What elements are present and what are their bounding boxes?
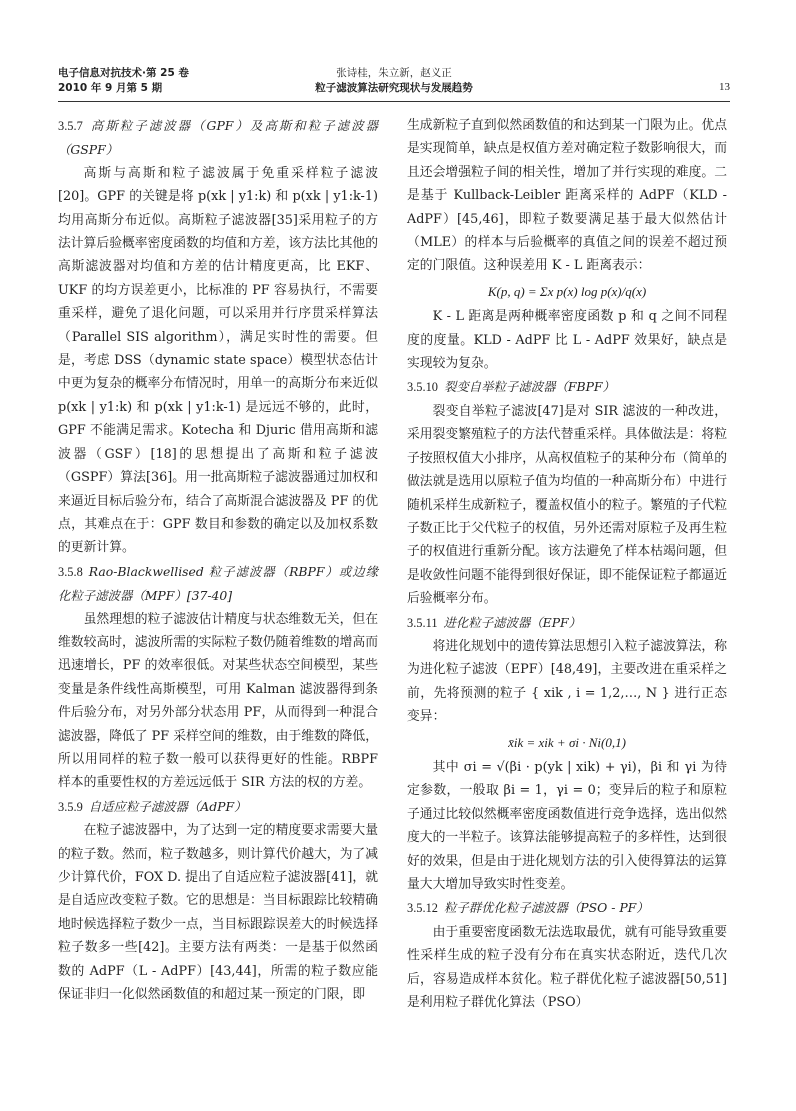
section-heading (407, 611, 727, 635)
section-title: 粒子群优化粒子滤波器（PSO - PF） (443, 900, 649, 916)
running-header (58, 66, 730, 100)
section-title: 进化粒子滤波器（EPF） (443, 614, 582, 630)
section-heading (58, 560, 378, 608)
authors: 张诗桂，朱立新，赵义正 (336, 67, 452, 79)
body-paragraph: 在粒子滤波器中，为了达到一定的精度要求需要大量的粒子数。然而，粒子数越多，则计算代价越大，为了减少计算代价，FOX D. 提出了自适应粒子滤波器[41]，就是自适应改变粒子数。它的思想是：当目标跟踪比较精确地时候选择粒子数少一点，当目标跟踪误差大的时候选择粒子数多一些[42]。主要方法有两类：一是基于似然函数的 AdPF（L - AdPF）[43,44]，所需的粒子数应能保证非归一化似然函数值的和超过某一预定的门限，即 (58, 823, 378, 1003)
section-number: 3.5.9 (58, 799, 83, 814)
section-heading (58, 114, 378, 162)
body-paragraph: 虽然理想的粒子滤波估计精度与状态维数无关，但在维数较高时，滤波所需的实际粒子数仍随着维数的增高而迅速增长，PF 的效率很低。对某些状态空间模型，某些变量是条件线性高斯模型，可用 Kalman 滤波器得到条件后验分布，对另外部分状态用 PF，从而得到一种混合滤波器，降低了 PF 采样空间的维数，由于维数的降低，所以用同样的粒子数一般可以获得更好的性能。RBPF 样本的重要性权的方差远远低于 SIR 方法的权的方差。 (58, 611, 378, 791)
section-number: 3.5.7 (58, 119, 83, 133)
body-paragraph: K - L 距离是两种概率密度函数 p 和 q 之间不同程度的度量。KLD - AdPF 比 L - AdPF 效果好，缺点是实现较为复杂。 (407, 309, 727, 372)
section-title: Rao-Blackwellised 粒子滤波器（RBPF）或边缘化粒子滤波器（MPF）[37-40] (58, 563, 378, 604)
section-title: 自适应粒子滤波器（AdPF） (88, 798, 247, 814)
header-rule (58, 101, 730, 102)
body-paragraph: 生成新粒子直到似然函数值的和达到某一门限为止。优点是实现简单，缺点是权值方差对确定粒子数影响很大，而且还会增强粒子间的相关性，增加了并行实现的难度。二是基于 Kullback-Leibler 距离采样的 AdPF（KLD - AdPF）[45,46]，即粒子数要满足基于最大似然估计（MLE）的样本与后验概率的真值之间的误差不超过预定的门限值。这种误差用 K - L 距离表示： (407, 118, 727, 274)
equation: K(p, q) = Σx p(x) log p(x)/q(x) (487, 283, 647, 299)
article-info (58, 66, 730, 96)
issue-info: 2010 年 9 月第 5 期 (58, 82, 163, 94)
section-number: 3.5.10 (407, 380, 438, 395)
right-column (407, 114, 727, 1014)
body-paragraph: 裂变自举粒子滤波[47]是对 SIR 滤波的一种改进，采用裂变繁殖粒子的方法代替重采样。具体做法是：将粒子按照权值大小排序，从高权值粒子的某种分布（简单的做法就是选用以原粒子值为均值的一种高斯分布）中进行随机采样生成新粒子，覆盖权值小的粒子。繁殖的子代粒子数正比于父代粒子的权值，另外还需对原粒子及再生粒子的权值进行重新分配。该方法避免了样本枯竭问题，但是收敛性问题不能得到很好保证，即不能保证粒子都逼近后验概率分布。 (407, 403, 727, 607)
section-heading (407, 896, 727, 920)
section-number: 3.5.8 (58, 564, 83, 579)
section-number: 3.5.11 (407, 615, 438, 630)
journal-name: 电子信息对抗技术·第 25 卷 (58, 67, 189, 79)
body-paragraph: 将进化规划中的遗传算法思想引入粒子滤波算法，称为进化粒子滤波（EPF）[48,49]，主要改进在重采样之前，先将预测的粒子 { xik , i = 1,2,…, N } 进行正态变异： (407, 638, 727, 725)
page-number: 13 (719, 81, 730, 93)
section-number: 3.5.12 (407, 901, 438, 916)
section-heading (407, 375, 727, 399)
section-title: 裂变自举粒子滤波器（FBPF） (443, 379, 615, 395)
left-column (58, 114, 378, 1006)
section-heading (58, 795, 378, 819)
equation: x̄ik = xik + σi · Ni(0,1) (508, 734, 626, 750)
section-title: 高斯粒子滤波器（GPF）及高斯和粒子滤波器（GSPF） (58, 118, 378, 158)
body-paragraph: 由于重要密度函数无法选取最优，就有可能导致重要性采样生成的粒子没有分布在真实状态附近，迭代几次后，容易造成样本贫化。粒子群优化粒子滤波器[50,51]是利用粒子群优化算法（PSO） (407, 924, 727, 1011)
body-paragraph: 其中 σi = √(βi · p(yk | xik) + γi)，βi 和 γi 为待定参数，一般取 βi = 1，γi = 0；变异后的粒子和原粒子通过比较似然概率密度函数值进行竞争选择，选出似然度大的一半粒子。该算法能够提高粒子的多样性，达到很好的效果，但是由于进化规划方法的引入使得算法的运算量大大增加导致实时性变差。 (407, 759, 727, 892)
article-title: 粒子滤波算法研究现状与发展趋势 (315, 82, 473, 94)
body-paragraph: 高斯与高斯和粒子滤波属于免重采样粒子滤波[20]。GPF 的关键是将 p(xk | y1:k) 和 p(xk | y1:k-1) 均用高斯分布近似。高斯粒子滤波器[35]采用粒子的方法计算后验概率密度函数的均值和方差，该方法比其他的高斯滤波器对均值和方差的估计精度更高，比 EKF、UKF 的均方误差更小，比标准的 PF 容易执行，不需要重采样，避免了退化问题，可以采用并行序贯采样算法（Parallel SIS algorithm），满足实时性的需要。但是，考虑 DSS（dynamic state space）模型状态估计中更为复杂的概率分布情况时，用单一的高斯分布来近似 p(xk | y1:k) 和 p(xk | y1:k-1) 是远远不够的，此时，GPF 不能满足需求。Kotecha 和 Djuric 借用高斯和滤波器（GSF）[18]的思想提出了高斯和粒子滤波（GSPF）算法[36]。用一批高斯粒子滤波器通过加权和来逼近目标后验分布，结合了高斯混合滤波器及 PF 的优点，其难点在于：GPF 数目和参数的确定以及加权系数的更新计算。 (58, 165, 378, 556)
